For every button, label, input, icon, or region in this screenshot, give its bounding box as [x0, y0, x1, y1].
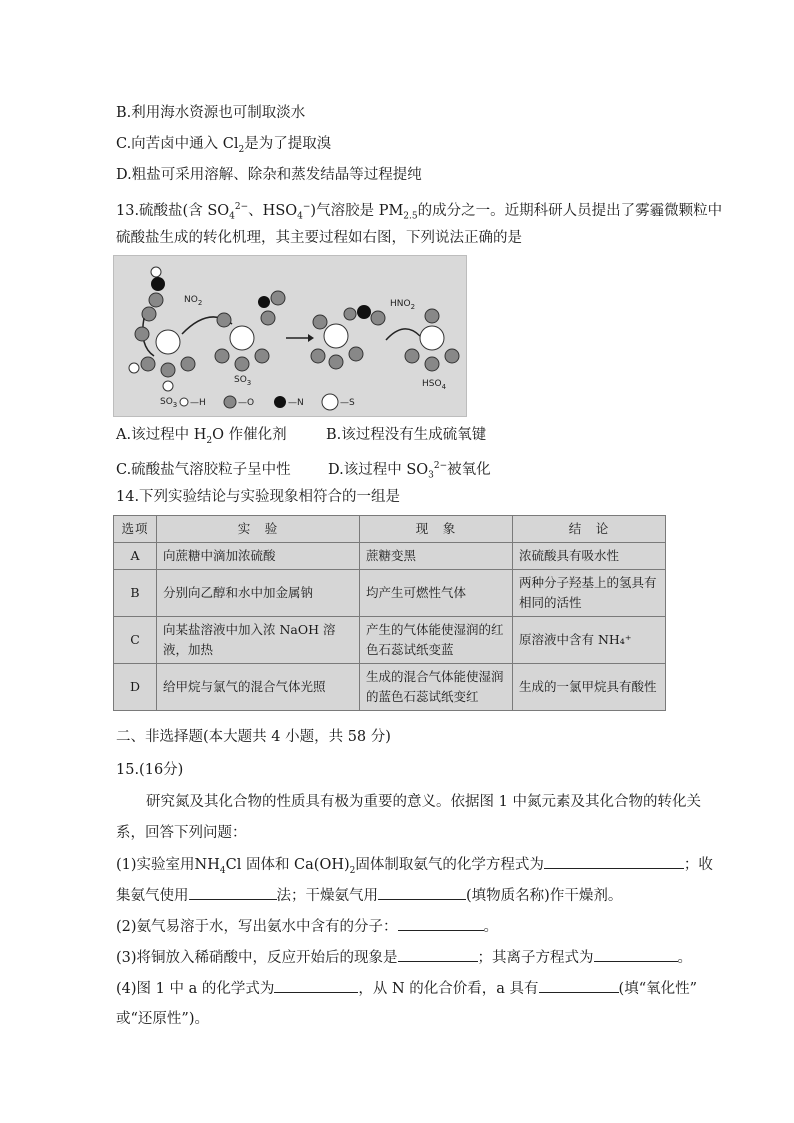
- row-option: A: [114, 543, 157, 570]
- q13-text-d: 的成分之一。近期科研人员提出了雾霾微颗粒中: [417, 202, 723, 219]
- o-atom: [349, 347, 363, 361]
- section-heading: 二、非选择题(本大题共 4 小题，共 58 分): [116, 729, 391, 745]
- q13-option-d[interactable]: [328, 456, 491, 486]
- p1-text-e: 集氨气使用: [116, 888, 189, 904]
- q13-sub-a: 4: [229, 211, 235, 222]
- q13-options-row1: [116, 425, 486, 451]
- legend-s: —S: [340, 398, 355, 408]
- p1-text-b: Cl 固体和 Ca(OH): [225, 857, 350, 873]
- row-option: C: [114, 617, 157, 664]
- row-phenomenon: 生成的混合气体能使湿润的蓝色石蕊试纸变红: [360, 664, 513, 711]
- q15-intro-line2: 系，回答下列问题：: [116, 825, 247, 841]
- answer-blank[interactable]: [274, 978, 358, 993]
- row-conclusion: 原溶液中含有 NH₄⁺: [513, 617, 666, 664]
- legend-s-icon: [322, 394, 338, 410]
- o-atom: [149, 293, 163, 307]
- row-option: B: [114, 570, 157, 617]
- p3-text-c: 。: [677, 950, 693, 966]
- table-row: [114, 664, 666, 711]
- mechanism-diagram: [113, 255, 467, 417]
- q13-sub-c: 2.5: [403, 211, 418, 222]
- table-row: [114, 543, 666, 570]
- row-experiment: 向某盐溶液中加入浓 NaOH 溶液，加热: [157, 617, 360, 664]
- p4-text-b: ，从 N 的化合价看，a 具有: [358, 981, 539, 997]
- q15-part3: [116, 947, 692, 968]
- row-experiment: 给甲烷与氯气的混合气体光照: [157, 664, 360, 711]
- o-atom: [425, 357, 439, 371]
- table-row: [114, 617, 666, 664]
- p1-text-c: 固体制取氨气的化学方程式为: [355, 857, 544, 873]
- p1-text-g: (填物质名称)作干燥剂。: [466, 888, 623, 904]
- option-b-prev: B.利用海水资源也可制取淡水: [116, 105, 306, 121]
- q15-part1-line1: [116, 854, 713, 881]
- experiment-table: [113, 515, 666, 711]
- p1-text-d: ；收: [683, 857, 713, 873]
- p4-text-c: (填“氧化性”: [618, 981, 698, 997]
- q13-option-b[interactable]: B.该过程没有生成硫氧键: [326, 427, 487, 443]
- table-header-row: [114, 516, 666, 543]
- p2-text-a: (2)氨气易溶于水，写出氨水中含有的分子：: [116, 919, 398, 935]
- legend-o-icon: [224, 396, 236, 408]
- option-d-sup: 2−: [433, 461, 448, 471]
- s-atom: [156, 330, 180, 354]
- p3-text-b: ；其离子方程式为: [477, 950, 594, 966]
- o-atom: [344, 308, 356, 320]
- legend-h-icon: [180, 398, 188, 406]
- row-experiment: 向蔗糖中滴加浓硫酸: [157, 543, 360, 570]
- o-atom: [235, 357, 249, 371]
- q13-text-a: 13.硫酸盐(含 SO: [116, 202, 230, 219]
- o-atom: [261, 311, 275, 325]
- o-atom: [255, 349, 269, 363]
- so3-mid-label: $SO_3$: [234, 375, 252, 387]
- row-phenomenon: 产生的气体能使湿润的红色石蕊试纸变蓝: [360, 617, 513, 664]
- p1-text-a: (1)实验室用NH: [116, 857, 220, 873]
- row-phenomenon: 蔗糖变黑: [360, 543, 513, 570]
- s-atom: [324, 324, 348, 348]
- h-atom: [151, 267, 161, 277]
- q13-option-a[interactable]: [116, 425, 326, 451]
- o-atom: [135, 327, 149, 341]
- table-row: [114, 570, 666, 617]
- option-a-sub: 2: [206, 435, 213, 446]
- h-atom: [129, 363, 139, 373]
- q15-part4-line2: 或“还原性”)。: [116, 1011, 209, 1027]
- o-atom: [405, 349, 419, 363]
- answer-blank[interactable]: [189, 885, 277, 900]
- row-option: D: [114, 664, 157, 711]
- o-atom: [141, 357, 155, 371]
- arrow-curve: [386, 329, 420, 340]
- so3-left-label: $SO_3$: [160, 397, 178, 409]
- option-c-prev: [116, 134, 331, 160]
- q13-text-c: )气溶胶是 PM: [310, 202, 404, 219]
- row-experiment: 分别向乙醇和水中加金属钠: [157, 570, 360, 617]
- o-atom: [215, 349, 229, 363]
- option-a-text: A.该过程中 H: [116, 427, 207, 443]
- n-atom: [357, 305, 371, 319]
- legend-n: —N: [288, 398, 304, 408]
- option-c-text-post: 是为了提取溴: [244, 136, 332, 152]
- q13-options-row2: [116, 456, 491, 486]
- q15-intro-line1: 研究氮及其化合物的性质具有极为重要的意义。依据图 1 中氮元素及其化合物的转化关: [146, 794, 701, 810]
- legend-o: —O: [238, 398, 255, 408]
- legend-n-icon: [274, 396, 286, 408]
- option-c-text: C.向苦卤中通入 Cl: [116, 136, 239, 152]
- q14-stem: 14.下列实验结论与实验现象相符合的一组是: [116, 489, 401, 505]
- answer-blank[interactable]: [398, 947, 478, 962]
- o-atom: [425, 309, 439, 323]
- no2-label: $NO_2$: [184, 295, 203, 307]
- option-d-text-post: 被氧化: [447, 461, 491, 478]
- o-atom: [181, 357, 195, 371]
- arrow-head: [308, 334, 314, 342]
- option-d-sub: 3: [428, 470, 434, 481]
- p2-text-b: 。: [483, 919, 499, 935]
- header-conclusion: 结 论: [513, 516, 666, 543]
- row-conclusion: 两种分子羟基上的氢具有相同的活性: [513, 570, 666, 617]
- option-d-text: D.该过程中 SO: [328, 461, 429, 478]
- q13-text-b: 、HSO: [248, 202, 298, 219]
- q13-stem-line1: [116, 197, 722, 227]
- header-option: 选项: [114, 516, 157, 543]
- mechanism-svg: [114, 256, 466, 416]
- hno2-label: $HNO_2$: [390, 299, 416, 311]
- answer-blank[interactable]: [539, 978, 619, 993]
- p4-text-a: (4)图 1 中 a 的化学式为: [116, 981, 275, 997]
- s-atom: [230, 326, 254, 350]
- answer-blank[interactable]: [378, 885, 466, 900]
- answer-blank[interactable]: [398, 916, 484, 931]
- o-atom: [271, 291, 285, 305]
- row-conclusion: 浓硫酸具有吸水性: [513, 543, 666, 570]
- q13-sub-b: 4: [297, 211, 303, 222]
- o-atom: [311, 349, 325, 363]
- option-d-prev: D.粗盐可采用溶解、除杂和蒸发结晶等过程提纯: [116, 167, 422, 183]
- hso4-label: $HSO_4$: [422, 379, 447, 391]
- n-atom: [151, 277, 165, 291]
- q15-part1-line2: [116, 885, 622, 906]
- q13-sup-b: −: [302, 202, 311, 212]
- o-atom: [329, 355, 343, 369]
- s-atom: [420, 326, 444, 350]
- q15-part2: [116, 916, 498, 937]
- q13-stem-line2: 硫酸盐生成的转化机理，其主要过程如右图，下列说法正确的是: [116, 230, 522, 246]
- h-atom: [163, 381, 173, 391]
- n-atom: [258, 296, 270, 308]
- p1-sub-b: 2: [349, 865, 356, 876]
- legend-h: —H: [190, 398, 206, 408]
- option-a-text-post: O 作催化剂: [212, 427, 287, 443]
- o-atom: [445, 349, 459, 363]
- row-conclusion: 生成的一氯甲烷具有酸性: [513, 664, 666, 711]
- answer-blank[interactable]: [594, 947, 678, 962]
- q13-option-c[interactable]: C.硫酸盐气溶胶粒子呈中性: [116, 461, 291, 478]
- row-phenomenon: 均产生可燃性气体: [360, 570, 513, 617]
- option-c-sub: 2: [238, 144, 245, 155]
- q15-part4-line1: [116, 978, 697, 999]
- p1-text-f: 法；干燥氨气用: [276, 888, 378, 904]
- o-atom: [371, 311, 385, 325]
- q15-head: 15.(16分): [116, 762, 184, 778]
- q13-sup-a: 2−: [234, 202, 249, 212]
- o-atom: [313, 315, 327, 329]
- header-experiment: 实 验: [157, 516, 360, 543]
- p1-sub-a: 4: [219, 865, 226, 876]
- p3-text-a: (3)将铜放入稀硝酸中，反应开始后的现象是: [116, 950, 398, 966]
- answer-blank[interactable]: [544, 854, 684, 869]
- o-atom: [161, 363, 175, 377]
- o-atom: [217, 313, 231, 327]
- header-phenomenon: 现 象: [360, 516, 513, 543]
